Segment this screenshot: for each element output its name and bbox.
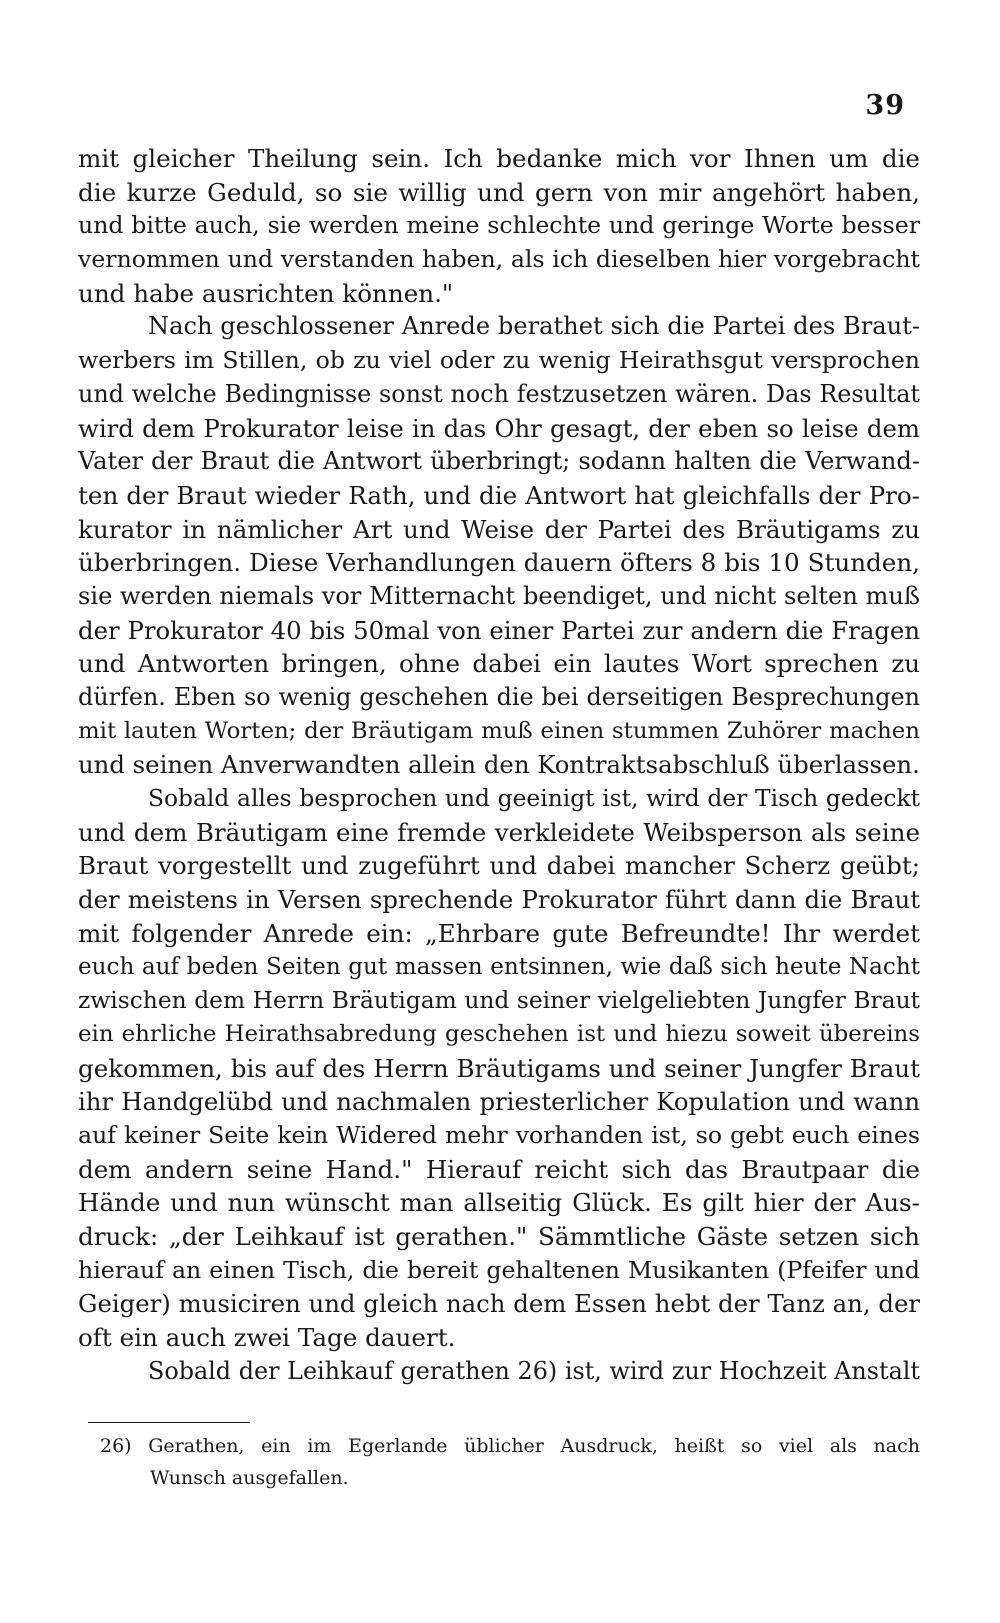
footnote-divider (88, 1422, 250, 1423)
text-line: Braut vorgestellt und zugeführt und dabei mancher Scherz geübt; (78, 851, 920, 881)
text-line: ten der Braut wieder Rath, und die Antwort hat gleichfalls der Pro- (78, 480, 920, 510)
text-line: und bitte auch, sie werden meine schlechte und geringe Worte besser (78, 211, 920, 240)
text-line: ein ehrliche Heirathsabredung geschehen ist und hiezu soweit übereins (78, 1020, 920, 1047)
text-line: druck: „der Leihkauf ist gerathen." Sämmtliche Gäste setzen sich (78, 1222, 920, 1251)
text-line: oft ein auch zwei Tage dauert. (78, 1323, 456, 1353)
text-line: Sobald der Leihkauf gerathen 26) ist, wird zur Hochzeit Anstalt (148, 1356, 920, 1385)
text-line: dürfen. Eben so wenig geschehen die bei derseitigen Besprechungen (78, 683, 920, 711)
text-line: und dem Bräutigam eine fremde verkleidete Weibsperson als seine (78, 817, 920, 847)
text-line: und seinen Anverwandten allein den Kontraktsabschluß überlassen. (78, 750, 920, 780)
footnote-line: 26) Gerathen, ein im Egerlande üblicher Ausdruck, heißt so viel als nach (100, 1435, 920, 1457)
text-line: Vater der Braut die Antwort überbringt; sodann halten die Verwand- (78, 447, 920, 476)
text-line: und habe ausrichten können." (78, 278, 454, 308)
text-line: dem andern seine Hand." Hierauf reicht sich das Brautpaar die (78, 1154, 920, 1184)
footnote (100, 1430, 920, 1494)
text-line: mit lauten Worten; der Bräutigam muß einen stummen Zuhörer machen (78, 717, 920, 744)
text-line: euch auf beden Seiten gut massen entsinnen, wie daß sich heute Nacht (78, 953, 920, 980)
text-line: und welche Bedingnisse sonst noch festzusetzen wären. Das Resultat (78, 379, 920, 408)
footnote-line: Wunsch ausgefallen. (150, 1467, 349, 1489)
text-line: kurator in nämlicher Art und Weise der Partei des Bräutigams zu (78, 514, 920, 544)
text-line: Hände und nun wünscht man allseitig Glück. Es gilt hier der Aus- (78, 1188, 920, 1218)
text-line: gekommen, bis auf des Herrn Bräutigams und seiner Jungfer Braut (78, 1053, 920, 1083)
text-line: auf keiner Seite kein Widered mehr vorhanden ist, so gebt euch eines (78, 1120, 920, 1149)
text-line: Sobald alles besprochen und geeinigt ist, wird der Tisch gedeckt (148, 784, 920, 813)
text-line: hierauf an einen Tisch, die bereit gehaltenen Musikanten (Pfeifer und (78, 1255, 920, 1284)
text-line: sie werden niemals vor Mitternacht beendiget, und nicht selten muß (78, 581, 920, 610)
text-line: mit folgender Anrede ein: „Ehrbare gute Befreundte! Ihr werdet (78, 918, 920, 948)
body-text (78, 142, 920, 1388)
text-line: werbers im Stillen, ob zu viel oder zu wenig Heirathsgut versprochen (78, 346, 920, 375)
text-line: wird dem Prokurator leise in das Ohr gesagt, der eben so leise dem (78, 413, 920, 443)
text-line: zwischen dem Herrn Bräutigam und seiner vielgeliebten Jungfer Braut (78, 986, 920, 1015)
text-line: Nach geschlossener Anrede berathet sich die Partei des Braut- (148, 312, 920, 341)
page-number: 39 (865, 90, 905, 121)
text-line: vernommen und verstanden haben, als ich dieselben hier vorgebracht (78, 245, 920, 274)
text-line: überbringen. Diese Verhandlungen dauern öfters 8 bis 10 Stunden, (78, 548, 920, 578)
text-line: ihr Handgelübd und nachmalen priesterlicher Kopulation und wann (78, 1087, 920, 1117)
text-line: mit gleicher Theilung sein. Ich bedanke mich vor Ihnen um die (78, 144, 920, 173)
text-line: der Prokurator 40 bis 50mal von einer Partei zur andern die Fragen (78, 615, 920, 645)
text-line: die kurze Geduld, so sie willig und gern von mir angehört haben, (78, 177, 920, 207)
text-line: und Antworten bringen, ohne dabei ein lautes Wort sprechen zu (78, 649, 920, 679)
text-line: der meistens in Versen sprechende Prokurator führt dann die Braut (78, 885, 920, 915)
text-line: Geiger) musiciren und gleich nach dem Essen hebt der Tanz an, der (78, 1289, 920, 1319)
